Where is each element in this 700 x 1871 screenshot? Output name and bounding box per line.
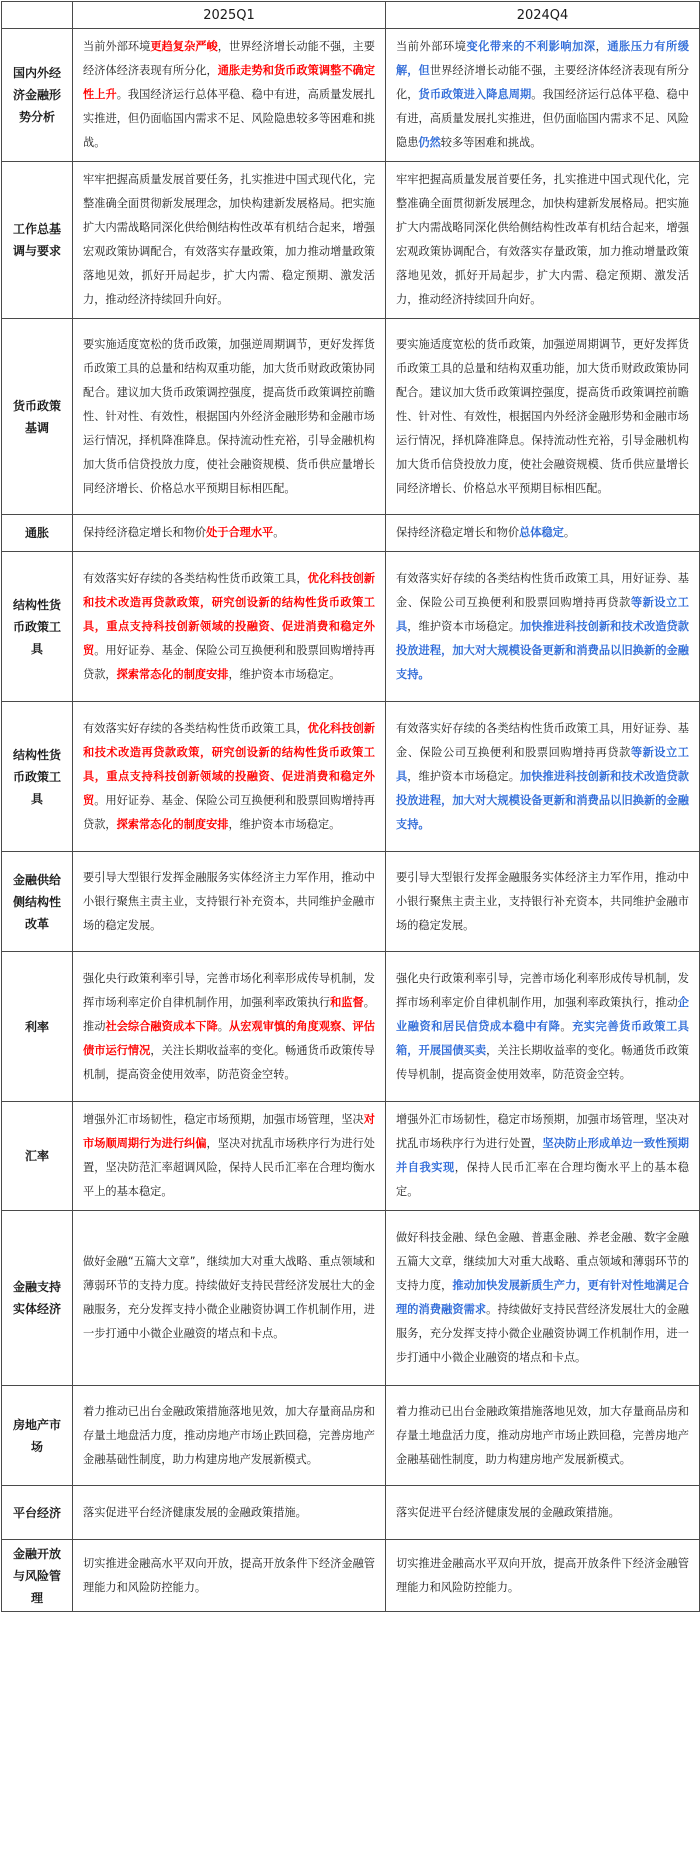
table-row bbox=[2, 1386, 700, 1486]
body-text: 要实施适度宽松的货币政策，加强逆周期调节，更好发挥货币政策工具的总量和结构双重功能，加大货币财政政策协同配合。建议加大货币政策调控强度，提高货币政策调控前瞻性、针对性、有效性，根据国内外经济金融形势和金融市场运行情况，择机降准降息。保持流动性充裕，引导金融机构加大货币信贷投放力度，使社会融资规模、货币供应量增长同经济增长、价格总水平预期目标相匹配。 bbox=[83, 337, 375, 495]
cell-2025q1 bbox=[73, 852, 386, 952]
header-row bbox=[2, 2, 700, 29]
cell-2025q1 bbox=[73, 515, 386, 552]
highlight-text: 加快推进科技创新和技术改造贷款投放进程，加大对大规模设备更新和消费品以旧换新的金融支持。 bbox=[396, 619, 689, 681]
row-label: 结构性货币政策工具 bbox=[2, 702, 73, 852]
highlight-text: 企业融资和居民信贷成本稳中有降 bbox=[396, 995, 689, 1033]
header-blank-cell bbox=[2, 2, 73, 29]
body-text: 较多等困难和挑战。 bbox=[440, 136, 542, 149]
cell-2024q4 bbox=[386, 1486, 700, 1540]
body-text: 增强外汇市场韧性，稳定市场预期，加强市场管理，坚决对扰乱市场秩序行为进行处置， bbox=[396, 1113, 689, 1150]
body-text: 。 bbox=[560, 1019, 573, 1033]
highlight-text: 和监督 bbox=[330, 995, 364, 1009]
cell-2024q4 bbox=[386, 952, 700, 1102]
body-text: 。我国经济运行总体平稳、稳中有进，高质量发展扎实推进，但仍面临国内需求不足、风险隐患较多等困难和挑战。 bbox=[83, 88, 375, 149]
body-text: 有效落实好存续的各类结构性货币政策工具，用好证券、基金、保险公司互换便利和股票回购增持再贷款 bbox=[396, 571, 689, 609]
highlight-text: 探索常态化的制度安排 bbox=[116, 817, 229, 831]
body-text: 。用好证券、基金、保险公司互换便利和股票回购增持再贷款， bbox=[83, 643, 375, 681]
body-text: 要引导大型银行发挥金融服务实体经济主力军作用，推动中小银行聚焦主责主业，支持银行补充资本，共同维护金融市场的稳定发展。 bbox=[83, 870, 375, 932]
body-text: 落实促进平台经济健康发展的金融政策措施。 bbox=[83, 1505, 307, 1519]
cell-2024q4 bbox=[386, 1386, 700, 1486]
highlight-text: 充实完善货币政策工具箱，开展国债买卖 bbox=[396, 1019, 689, 1057]
cell-2024q4 bbox=[386, 319, 700, 515]
body-text: 强化央行政策利率引导，完善市场化利率形成传导机制，发挥市场利率定价自律机制作用，加强利率政策执行 bbox=[83, 971, 375, 1009]
body-text: ，维护资本市场稳定。 bbox=[407, 769, 520, 783]
body-text: 有效落实好存续的各类结构性货币政策工具，用好证券、基金、保险公司互换便利和股票回购增持再贷款 bbox=[396, 721, 689, 759]
cell-2024q4 bbox=[386, 852, 700, 952]
body-text: 。推动 bbox=[83, 995, 375, 1033]
cell-2025q1 bbox=[73, 1540, 386, 1612]
highlight-text: 从宏观审慎的角度观察、评估债市运行情况 bbox=[83, 1019, 375, 1057]
table-row bbox=[2, 162, 700, 319]
cell-2025q1 bbox=[73, 319, 386, 515]
body-text: 增强外汇市场韧性，稳定市场预期，加强市场管理，坚决 bbox=[83, 1113, 364, 1126]
body-text: 。 bbox=[563, 526, 576, 539]
cell-2025q1 bbox=[73, 702, 386, 852]
cell-2025q1 bbox=[73, 29, 386, 162]
body-text: ，关注长期收益率的变化。畅通货币政策传导机制，提高资金使用效率，防范资金空转。 bbox=[83, 1043, 375, 1081]
highlight-text: 坚决防止形成单边一致性预期并自我实现 bbox=[396, 1137, 689, 1174]
cell-2024q4 bbox=[386, 702, 700, 852]
cell-2024q4 bbox=[386, 515, 700, 552]
row-label: 通胀 bbox=[2, 515, 73, 552]
body-text: ，世界经济增长动能不强，主要经济体经济表现有所分化， bbox=[83, 40, 375, 77]
highlight-text: 变化带来的不利影响加深 bbox=[466, 40, 596, 53]
table-row bbox=[2, 552, 700, 702]
cell-2025q1 bbox=[73, 1102, 386, 1211]
body-text: 有效落实好存续的各类结构性货币政策工具， bbox=[83, 571, 308, 585]
highlight-text: 探索常态化的制度安排 bbox=[116, 667, 229, 681]
table-row bbox=[2, 319, 700, 515]
cell-2025q1 bbox=[73, 552, 386, 702]
cell-2025q1 bbox=[73, 162, 386, 319]
body-text: ，维护资本市场稳定。 bbox=[228, 817, 341, 831]
row-label: 结构性货币政策工具 bbox=[2, 552, 73, 702]
table-row bbox=[2, 1211, 700, 1386]
highlight-text: 对市场顺周期行为进行纠偏 bbox=[83, 1113, 375, 1150]
body-text: 。 bbox=[273, 526, 285, 539]
row-label: 金融开放与风险管理 bbox=[2, 1540, 73, 1612]
highlight-text: 推动加快发展新质生产力，更有针对性地满足合理的消费融资需求 bbox=[396, 1279, 689, 1316]
table-body bbox=[2, 29, 700, 1612]
body-text: 。持续做好支持民营经济发展壮大的金融服务，充分发挥支持小微企业融资协调工作机制作用，进一步打通中小微企业融资的堵点和卡点。 bbox=[396, 1303, 689, 1364]
row-label: 金融供给侧结构性改革 bbox=[2, 852, 73, 952]
row-label: 国内外经济金融形势分析 bbox=[2, 29, 73, 162]
highlight-text: 通胀走势和货币政策调整不确定性上升 bbox=[83, 64, 375, 101]
body-text: 做好金融“五篇大文章”，继续加大对重大战略、重点领域和薄弱环节的支持力度。持续做好支持民营经济发展壮大的金融服务，充分发挥支持小微企业融资协调工作机制作用，进一步打通中小微企业融资的堵点和卡点。 bbox=[83, 1255, 375, 1340]
header-2024q4: 2024Q4 bbox=[386, 2, 700, 29]
comparison-table bbox=[1, 1, 700, 1612]
highlight-text: 等新设立工具 bbox=[396, 745, 689, 783]
header-2025q1: 2025Q1 bbox=[73, 2, 386, 29]
table-row bbox=[2, 952, 700, 1102]
cell-2024q4 bbox=[386, 162, 700, 319]
body-text: 切实推进金融高水平双向开放，提高开放条件下经济金融管理能力和风险防控能力。 bbox=[83, 1556, 375, 1594]
row-label: 汇率 bbox=[2, 1102, 73, 1211]
table-row bbox=[2, 1540, 700, 1612]
body-text: 保持经济稳定增长和物价 bbox=[83, 526, 207, 539]
body-text: 着力推动已出台金融政策措施落地见效，加大存量商品房和存量土地盘活力度，推动房地产市场止跌回稳，完善房地产金融基础性制度，助力构建房地产发展新模式。 bbox=[396, 1404, 689, 1466]
body-text: 保持经济稳定增长和物价 bbox=[396, 526, 520, 539]
body-text: ，维护资本市场稳定。 bbox=[228, 667, 341, 681]
highlight-text: 总体稳定 bbox=[519, 526, 564, 539]
cell-2025q1 bbox=[73, 1386, 386, 1486]
body-text: ，保持人民币汇率在合理均衡水平上的基本稳定。 bbox=[396, 1161, 689, 1198]
body-text: ，坚决对扰乱市场秩序行为进行处置，坚决防范汇率超调风险，保持人民币汇率在合理均衡水平上的基本稳定。 bbox=[83, 1137, 375, 1198]
highlight-text: 处于合理水平 bbox=[206, 526, 274, 539]
body-text: 要引导大型银行发挥金融服务实体经济主力军作用，推动中小银行聚焦主责主业，支持银行补充资本，共同维护金融市场的稳定发展。 bbox=[396, 870, 689, 932]
highlight-text: 通胀压力有所缓解，但 bbox=[396, 40, 689, 77]
highlight-text: 货币政策进入降息周期 bbox=[418, 88, 532, 101]
body-text: 牢牢把握高质量发展首要任务，扎实推进中国式现代化，完整准确全面贯彻新发展理念，加快构建新发展格局。把实施扩大内需战略同深化供给侧结构性改革有机结合起来，增强宏观政策协调配合，有效落实存量政策，加力推动增量政策落地见效，抓好开局起步，扩大内需、稳定预期、激发活力，推动经济持续回升向好。 bbox=[396, 173, 689, 306]
cell-2025q1 bbox=[73, 1486, 386, 1540]
body-text: 着力推动已出台金融政策措施落地见效，加大存量商品房和存量土地盘活力度，推动房地产市场止跌回稳，完善房地产金融基础性制度，助力构建房地产发展新模式。 bbox=[83, 1404, 375, 1466]
table-row bbox=[2, 702, 700, 852]
row-label: 货币政策基调 bbox=[2, 319, 73, 515]
table-row bbox=[2, 852, 700, 952]
table-row bbox=[2, 1102, 700, 1211]
cell-2024q4 bbox=[386, 1211, 700, 1386]
body-text: 落实促进平台经济健康发展的金融政策措施。 bbox=[396, 1505, 620, 1519]
highlight-text: 社会综合融资成本下降 bbox=[105, 1019, 218, 1033]
cell-2024q4 bbox=[386, 552, 700, 702]
highlight-text: 加快推进科技创新和技术改造贷款投放进程，加大对大规模设备更新和消费品以旧换新的金融支持。 bbox=[396, 769, 689, 831]
cell-2024q4 bbox=[386, 29, 700, 162]
body-text: 切实推进金融高水平双向开放，提高开放条件下经济金融管理能力和风险防控能力。 bbox=[396, 1556, 689, 1594]
body-text: 。 bbox=[217, 1019, 230, 1033]
body-text: 做好科技金融、绿色金融、普惠金融、养老金融、数字金融五篇大文章，继续加大对重大战略、重点领域和薄弱环节的支持力度， bbox=[396, 1231, 689, 1292]
row-label: 房地产市场 bbox=[2, 1386, 73, 1486]
table-row bbox=[2, 515, 700, 552]
highlight-text: 更趋复杂严峻 bbox=[150, 40, 218, 53]
row-label: 利率 bbox=[2, 952, 73, 1102]
body-text: ，关注长期收益率的变化。畅通货币政策传导机制，提高资金使用效率，防范资金空转。 bbox=[396, 1043, 689, 1081]
body-text: 牢牢把握高质量发展首要任务，扎实推进中国式现代化，完整准确全面贯彻新发展理念，加快构建新发展格局。把实施扩大内需战略同深化供给侧结构性改革有机结合起来，增强宏观政策协调配合，有效落实存量政策，加力推动增量政策落地见效，抓好开局起步，扩大内需、稳定预期、激发活力，推动经济持续回升向好。 bbox=[83, 173, 375, 306]
body-text: ， bbox=[595, 40, 608, 53]
cell-2024q4 bbox=[386, 1540, 700, 1612]
body-text: ，维护资本市场稳定。 bbox=[407, 619, 520, 633]
table-row bbox=[2, 29, 700, 162]
cell-2025q1 bbox=[73, 1211, 386, 1386]
row-label: 工作总基调与要求 bbox=[2, 162, 73, 319]
body-text: 当前外部环境 bbox=[396, 40, 467, 53]
body-text: 当前外部环境 bbox=[83, 40, 151, 53]
row-label: 平台经济 bbox=[2, 1486, 73, 1540]
cell-2024q4 bbox=[386, 1102, 700, 1211]
cell-2025q1 bbox=[73, 952, 386, 1102]
highlight-text: 优化科技创新和技术改造再贷款政策，研究创设新的结构性货币政策工具，重点支持科技创新领域的投融资、促进消费和稳定外贸 bbox=[83, 571, 375, 657]
table-row bbox=[2, 1486, 700, 1540]
body-text: 有效落实好存续的各类结构性货币政策工具， bbox=[83, 721, 308, 735]
body-text: 。我国经济运行总体平稳、稳中有进，高质量发展扎实推进，但仍面临国内需求不足、风险隐患 bbox=[396, 88, 689, 149]
body-text: 。用好证券、基金、保险公司互换便利和股票回购增持再贷款， bbox=[83, 793, 375, 831]
highlight-text: 仍然 bbox=[418, 136, 441, 149]
highlight-text: 优化科技创新和技术改造再贷款政策，研究创设新的结构性货币政策工具，重点支持科技创新领域的投融资、促进消费和稳定外贸 bbox=[83, 721, 375, 807]
row-label: 金融支持实体经济 bbox=[2, 1211, 73, 1386]
body-text: 要实施适度宽松的货币政策，加强逆周期调节，更好发挥货币政策工具的总量和结构双重功能，加大货币财政政策协同配合。建议加大货币政策调控强度，提高货币政策调控前瞻性、针对性、有效性，根据国内外经济金融形势和金融市场运行情况，择机降准降息。保持流动性充裕，引导金融机构加大货币信贷投放力度，使社会融资规模、货币供应量增长同经济增长、价格总水平预期目标相匹配。 bbox=[396, 337, 689, 495]
body-text: 世界经济增长动能不强，主要经济体经济表现有所分化， bbox=[396, 64, 689, 101]
body-text: 强化央行政策利率引导，完善市场化利率形成传导机制，发挥市场利率定价自律机制作用，加强利率政策执行，推动 bbox=[396, 971, 689, 1009]
highlight-text: 等新设立工具 bbox=[396, 595, 689, 633]
